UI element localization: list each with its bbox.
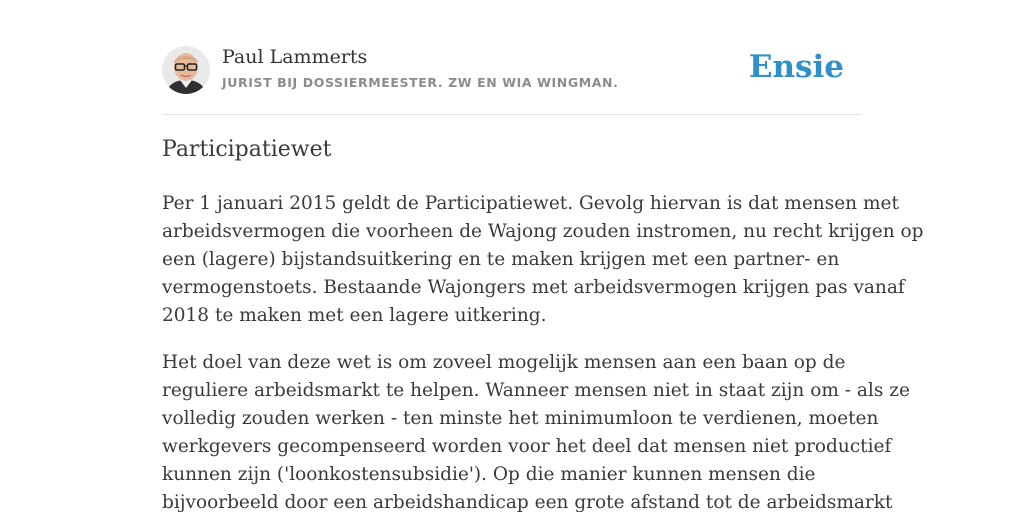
text-line: Per 1 januari 2015 geldt de Participatiewet. Gevolg hiervan is dat mensen met	[162, 193, 899, 214]
header	[162, 44, 862, 115]
avatar[interactable]	[162, 46, 210, 94]
text-line: 2018 te maken met een lagere uitkering.	[162, 305, 547, 326]
paragraph	[162, 190, 924, 330]
text-line: volledig zouden werken - ten minste het minimumloon te verdienen, moeten	[162, 408, 879, 429]
text-line: bijvoorbeeld door een arbeidshandicap een grote afstand tot de arbeidsmarkt	[162, 492, 893, 512]
text-line: vermogenstoets. Bestaande Wajongers met arbeidsvermogen krijgen pas vanaf	[162, 277, 905, 298]
text-line: een (lagere) bijstandsuitkering en te maken krijgen met een partner- en	[162, 249, 840, 270]
text-line: Het doel van deze wet is om zoveel mogelijk mensen aan een baan op de	[162, 352, 846, 373]
text-line: kunnen zijn ('loonkostensubsidie'). Op die manier kunnen mensen die	[162, 464, 816, 485]
text-line: reguliere arbeidsmarkt te helpen. Wanneer mensen niet in staat zijn om - als ze	[162, 380, 910, 401]
person-photo-icon	[162, 46, 210, 94]
article-title: Participatiewet	[162, 137, 332, 162]
author-name[interactable]: Paul Lammerts	[222, 46, 368, 68]
text-line: arbeidsvermogen die voorheen de Wajong zouden instromen, nu recht krijgen op	[162, 221, 924, 242]
article-body	[162, 190, 924, 512]
text-line: werkgevers gecompenseerd worden voor het deel dat mensen niet productief	[162, 436, 892, 457]
author-bio: JURIST BIJ DOSSIERMEESTER. ZW EN WIA WINGMAN.	[222, 75, 619, 90]
paragraph	[162, 349, 910, 512]
brand-logo[interactable]: Ensie	[748, 49, 844, 85]
